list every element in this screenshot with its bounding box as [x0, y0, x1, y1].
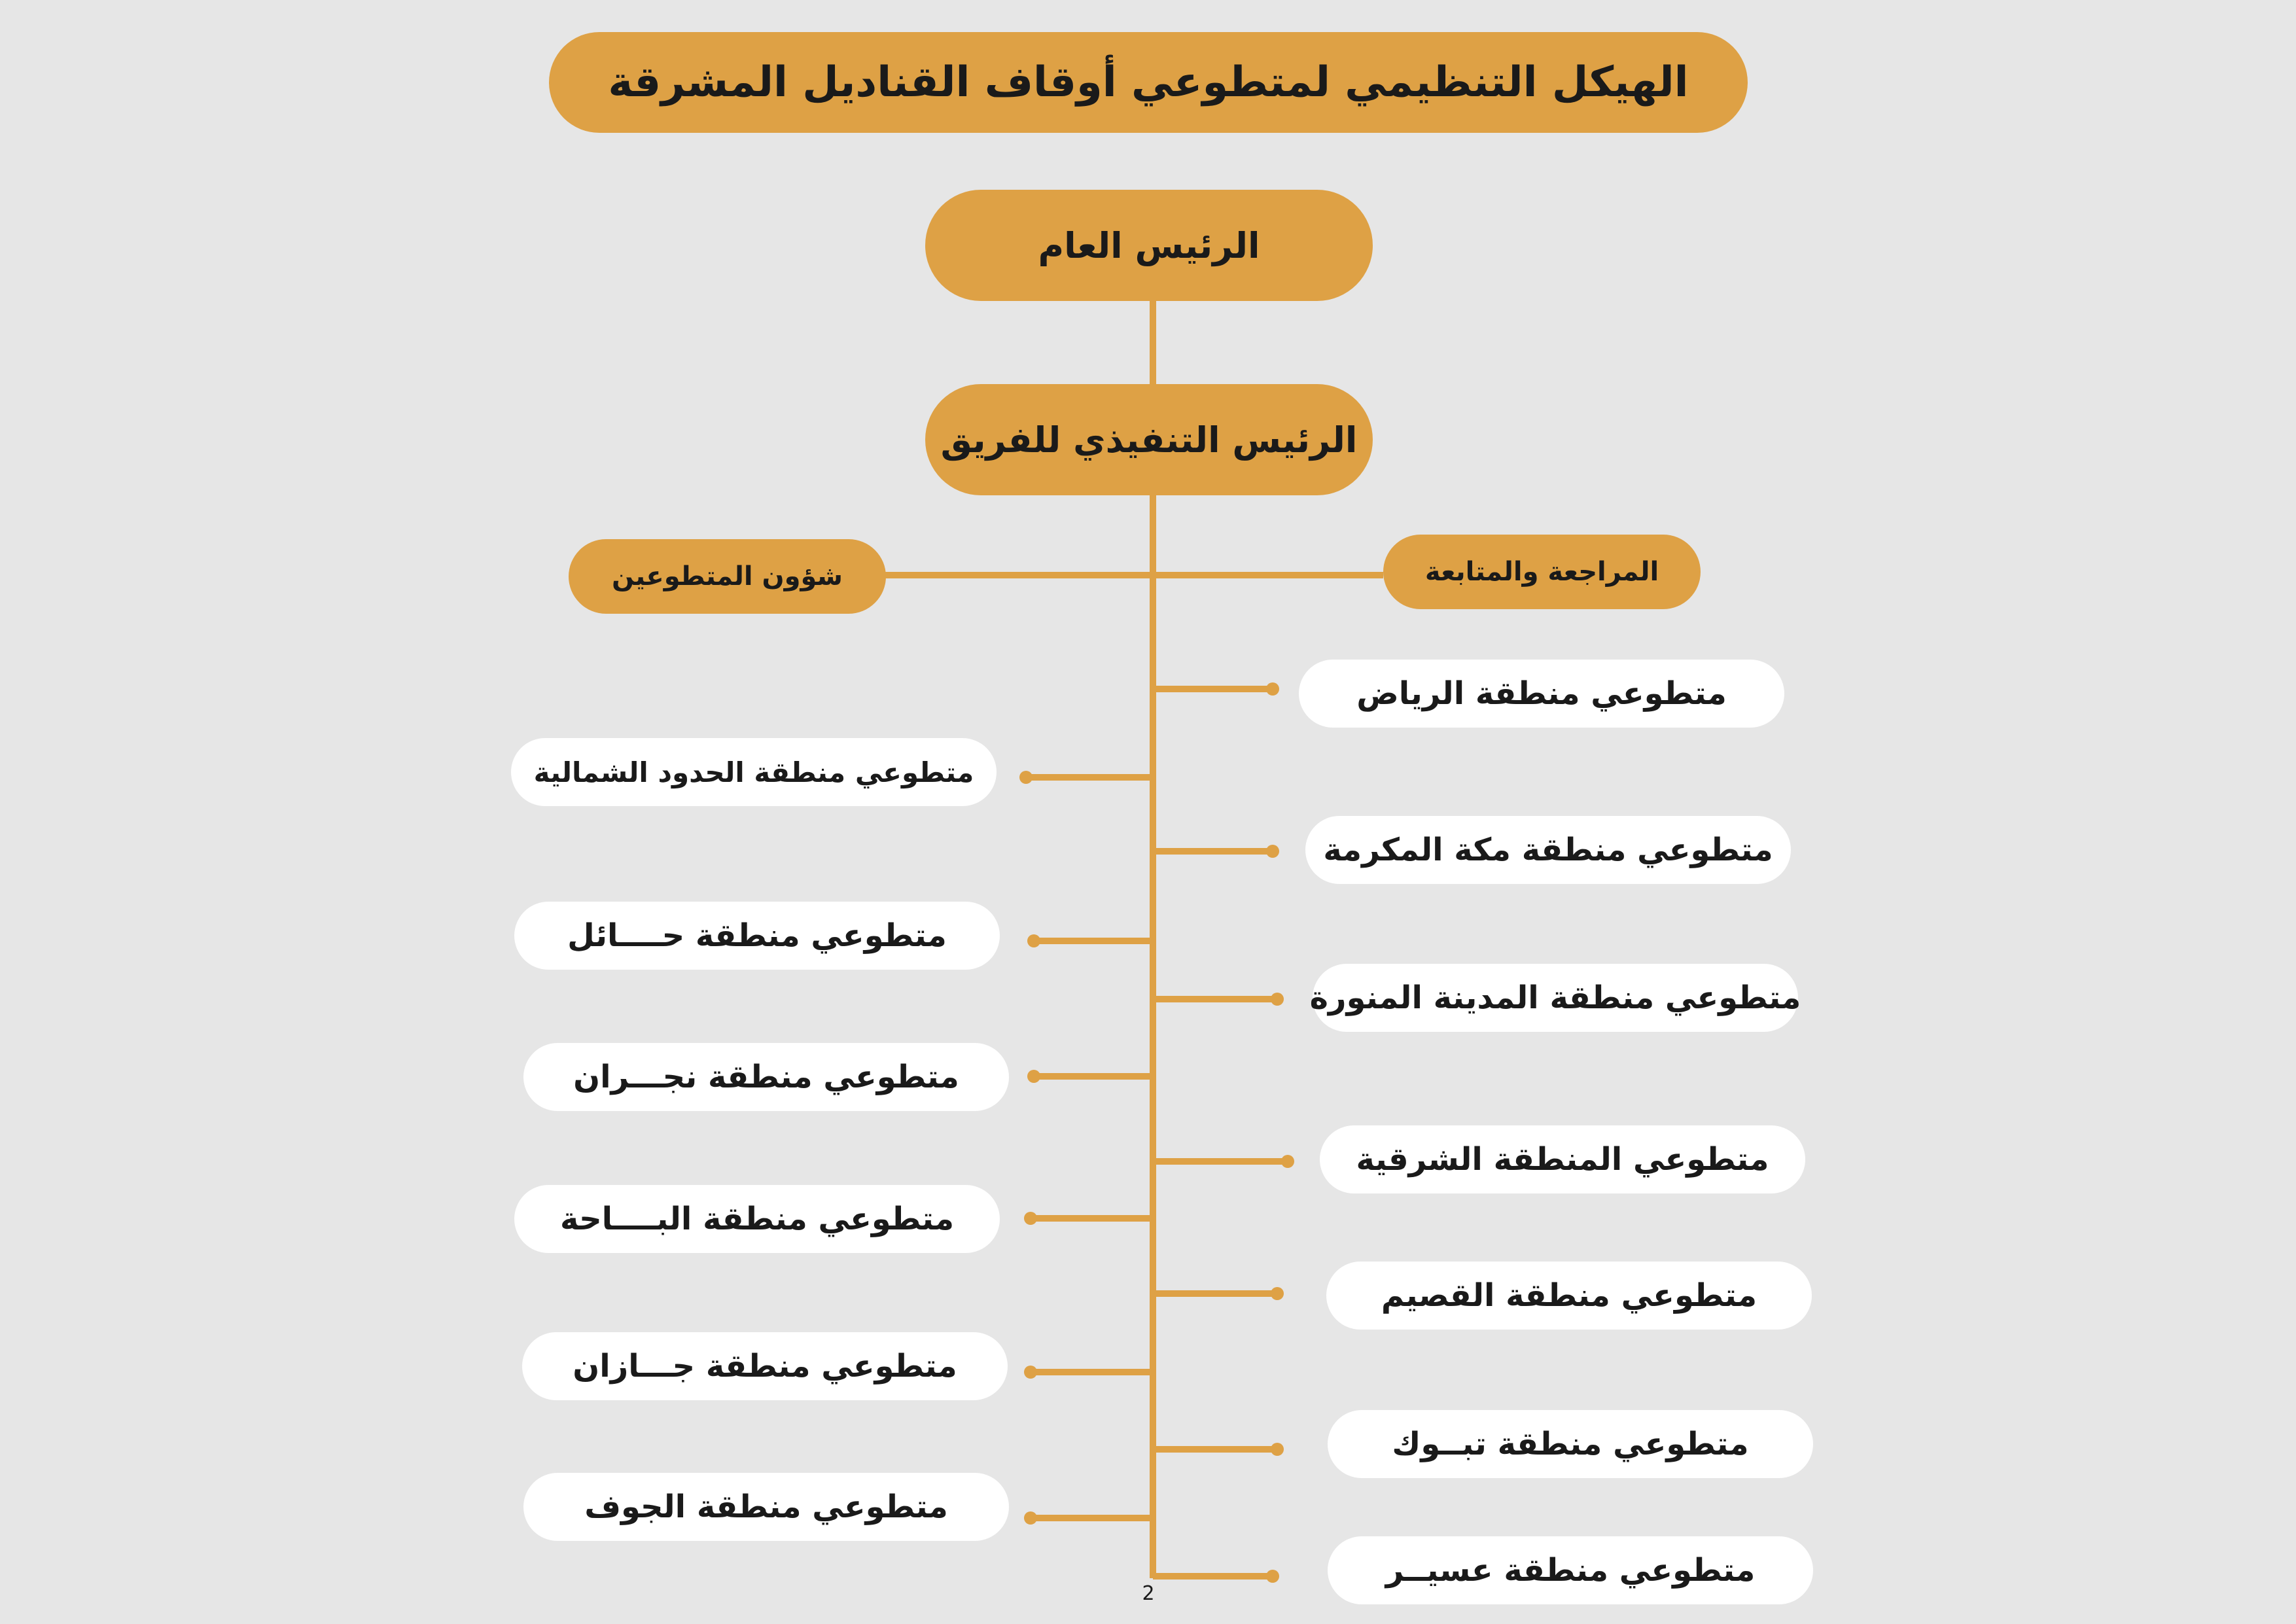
region-box-asir: متطوعي منطقة عسيــر [1328, 1536, 1813, 1604]
region-box-qassim: متطوعي منطقة القصيم [1326, 1262, 1812, 1330]
region-box-baha: متطوعي منطقة البــــاحة [514, 1185, 1000, 1253]
region-box-tabuk: متطوعي منطقة تبــوك [1328, 1410, 1813, 1478]
region-box-northern-borders: متطوعي منطقة الحدود الشمالية [511, 738, 997, 806]
region-box-madinah: متطوعي منطقة المدينة المنورة [1313, 964, 1798, 1032]
region-box-hail: متطوعي منطقة حــــائل [514, 902, 1000, 970]
region-box-makkah: متطوعي منطقة مكة المكرمة [1305, 816, 1791, 884]
region-box-jouf: متطوعي منطقة الجوف [523, 1473, 1009, 1541]
region-box-riyadh: متطوعي منطقة الرياض [1299, 660, 1784, 728]
general-president-box: الرئيس العام [925, 190, 1373, 301]
region-box-jazan: متطوعي منطقة جـــازان [522, 1332, 1008, 1400]
volunteer-affairs-box: شؤون المتطوعين [569, 539, 886, 614]
region-box-najran: متطوعي منطقة نجـــران [523, 1043, 1009, 1111]
chart-title: الهيكل التنظيمي لمتطوعي أوقاف القناديل المشرقة [549, 32, 1748, 133]
review-followup-box: المراجعة والمتابعة [1383, 535, 1701, 609]
executive-president-box: الرئيس التنفيذي للفريق [925, 384, 1373, 495]
region-box-eastern: متطوعي المنطقة الشرقية [1320, 1125, 1805, 1193]
page-number: 2 [1142, 1582, 1155, 1605]
